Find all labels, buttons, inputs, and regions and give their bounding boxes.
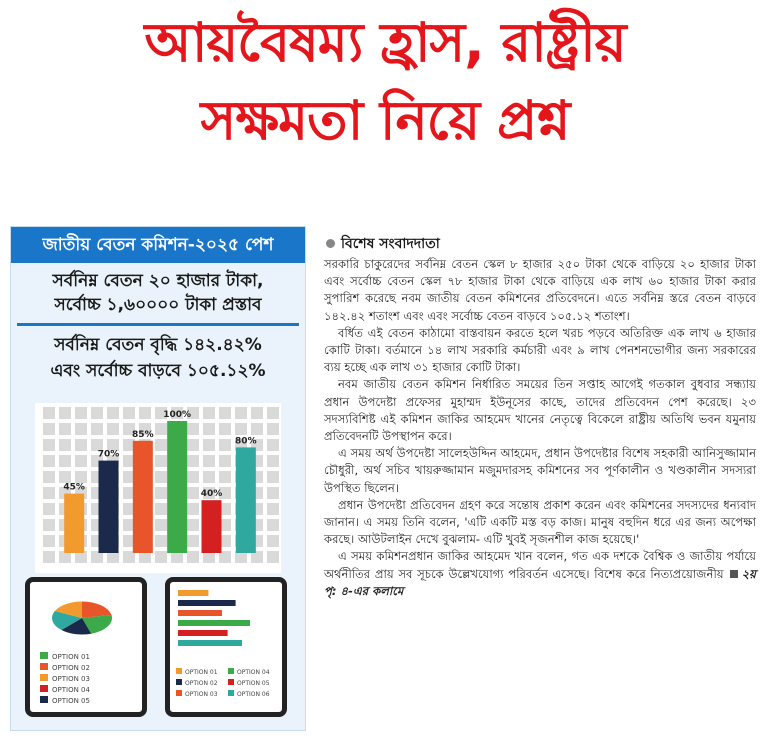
continued-note: ২য় পৃ: ৪-এর কলামে xyxy=(324,566,756,598)
grid-cell xyxy=(267,519,279,531)
legend-swatch xyxy=(176,668,182,674)
sidebar-stat-line-1: সর্বনিম্ন বেতন বৃদ্ধি ১৪২.৪২% xyxy=(54,335,262,355)
article-paragraph-6 xyxy=(324,548,756,600)
legend-swatch xyxy=(40,652,48,659)
sidebar-subtitle-line-1: সর্বনিম্ন বেতন ২০ হাজার টাকা, xyxy=(52,271,264,291)
bar-data-label: 40% xyxy=(200,489,223,500)
grid-cell xyxy=(187,519,199,531)
hbar-legend-label: OPTION 05 xyxy=(237,680,270,687)
grid-cell xyxy=(187,503,199,515)
legend-swatch xyxy=(40,685,48,692)
grid-cell xyxy=(267,551,279,563)
legend-swatch xyxy=(176,690,182,696)
grid-cell xyxy=(43,503,55,515)
hbar xyxy=(178,630,228,636)
grid-cell xyxy=(219,423,231,435)
byline xyxy=(326,232,440,256)
grid-cell xyxy=(251,423,263,435)
grid-cell xyxy=(219,455,231,467)
grid-cell xyxy=(155,551,167,563)
article-paragraph-2: বর্ধিত এই বেতন কাঠামো বাস্তবায়ন করতে হলে খরচ পড়বে অতিরিক্ত এক লাখ ৬ হাজার কোটি টাকা। বর্তমানে ১৪ লাখ সরকারি কর্মচারী এবং ৯ লাখ পেনশনভোগীর জন্য সরকারের ব্যয় হচ্ছে এক লাখ ৩১ হাজার কোটি টাকা। xyxy=(324,325,756,375)
grid-cell xyxy=(203,439,215,451)
pie-legend-label: OPTION 01 xyxy=(52,653,90,661)
grid-cell xyxy=(187,423,199,435)
grid-cell xyxy=(75,471,87,483)
grid-cell xyxy=(187,439,199,451)
hbar-chart-panel xyxy=(165,577,287,717)
legend-swatch xyxy=(176,679,182,685)
legend-swatch xyxy=(40,674,48,681)
article-paragraph-1: সরকারি চাকুরেদের সর্বনিম্ন বেতন স্কেল ৮ হাজার ২৫০ টাকা থেকে বাড়িয়ে ২০ হাজার টাকা এবং সর্বোচ্চ বেতন স্কেল ৭৮ হাজার টাকা থেকে বাড়িয়ে এক লাখ ৬০ হাজার টাকা করার সুপারিশ করেছে নবম জাতীয় বেতন কমিশনের প্রতিবেদনে। এতে সর্বনিম্ন স্তরে বেতন বাড়বে ১৪২.৪২ শতাংশ এবং এবং সর্বোচ্চ বেতন বাড়বে ১০৫.১২ শতাংশ। xyxy=(324,257,756,323)
article-paragraph-4: এ সময় অর্থ উপদেষ্টা সালেহউদ্দিন আহমেদ, প্রধান উপদেষ্টার বিশেষ সহকারী আনিসুজ্জামান চৌধুরী, অর্থ সচিব খায়রুজ্জামান মজুমদারসহ কমিশনের সব পূর্ণকালীন ও খণ্ডকালীন সদস্যরা উপস্থিত ছিলেন। xyxy=(324,446,756,495)
grid-cell xyxy=(75,423,87,435)
grid-cell xyxy=(75,439,87,451)
hbar-legend-label: OPTION 03 xyxy=(185,691,218,698)
sidebar-subtitle xyxy=(17,263,299,326)
hbar-chart-svg xyxy=(170,582,282,712)
hbar-legend-label: OPTION 01 xyxy=(185,669,218,676)
grid-cell xyxy=(43,423,55,435)
grid-cell xyxy=(155,487,167,499)
bar-data-label: 85% xyxy=(132,429,154,440)
grid-cell xyxy=(155,439,167,451)
sidebar-stat-line-2: এবং সর্বোচ্চ বাড়বে ১০৫.১২% xyxy=(50,361,266,381)
pie-legend-label: OPTION 03 xyxy=(52,675,90,683)
grid-cell xyxy=(155,503,167,515)
grid-cell xyxy=(75,407,87,419)
grid-cell xyxy=(155,423,167,435)
pie-legend-label: OPTION 02 xyxy=(52,664,90,672)
bar-chart-svg xyxy=(35,403,281,573)
grid-cell xyxy=(235,423,247,435)
grid-cell xyxy=(267,487,279,499)
sidebar-subtitle-line-2: সর্বোচ্চ ১,৬০০০০ টাকা প্রস্তাব xyxy=(54,295,262,315)
grid-cell xyxy=(155,535,167,547)
grid-cell xyxy=(107,423,119,435)
hbar-legend-label: OPTION 06 xyxy=(237,691,270,698)
grid-cell xyxy=(155,519,167,531)
grid-cell xyxy=(267,423,279,435)
grid-cell xyxy=(187,535,199,547)
grid-cell xyxy=(155,471,167,483)
headline xyxy=(0,4,770,160)
bar-data-label: 45% xyxy=(63,482,85,493)
hbar xyxy=(178,590,208,596)
grid-cell xyxy=(203,471,215,483)
legend-swatch xyxy=(228,668,234,674)
legend-swatch xyxy=(40,663,48,670)
pie-chart-panel xyxy=(25,577,147,717)
article-paragraph-5: প্রধান উপদেষ্টা প্রতিবেদন গ্রহণ করে সন্তোষ প্রকাশ করেন এবং কমিশনের সদস্যদের ধন্যবাদ জানান। এ সময় তিনি বলেন, 'এটি একটি মস্ত বড় কাজ। মানুষ বহুদিন ধরে এর জন্য অপেক্ষা করছে। আউটলাইন দেখে বুঝলাম- এটি খুবই সৃজনশীল কাজ হয়েছে।' xyxy=(324,497,756,547)
grid-cell xyxy=(267,407,279,419)
grid-cell xyxy=(267,535,279,547)
grid-cell xyxy=(219,471,231,483)
grid-cell xyxy=(235,407,247,419)
grid-cell xyxy=(59,439,71,451)
article-body xyxy=(324,256,756,600)
pie-legend-label: OPTION 05 xyxy=(52,697,90,705)
byline-text: বিশেষ সংবাদদাতা xyxy=(341,236,440,252)
bar xyxy=(64,494,84,553)
hbar-legend-label: OPTION 02 xyxy=(185,680,218,687)
grid-cell xyxy=(43,519,55,531)
grid-cell xyxy=(219,407,231,419)
article-paragraph-6-text: এ সময় কমিশনপ্রধান জাকির আহমেদ খান বলেন, গত এক দশকে বৈশ্বিক ও জাতীয় পর্যায়ে অর্থনীতির প্রায় সব সূচকে উল্লেখযোগ্য পরিবর্তন এসেছে। বিশেষ করে নিত্যপ্রয়োজনীয় xyxy=(324,549,756,581)
grid-cell xyxy=(91,407,103,419)
bar xyxy=(133,441,153,553)
grid-cell xyxy=(123,407,135,419)
grid-cell xyxy=(267,439,279,451)
hbar xyxy=(178,620,250,626)
bar xyxy=(167,421,187,553)
grid-cell xyxy=(91,423,103,435)
grid-cell xyxy=(59,455,71,467)
bar xyxy=(236,447,256,553)
pie-legend-label: OPTION 04 xyxy=(52,686,90,694)
headline-line-2: সক্ষমতা নিয়ে প্রশ্ন xyxy=(200,89,570,152)
square-bullet-icon xyxy=(730,570,738,578)
grid-cell xyxy=(43,471,55,483)
grid-cell xyxy=(43,407,55,419)
article-paragraph-3: নবম জাতীয় বেতন কমিশন নির্ধারিত সময়ের তিন সপ্তাহ আগেই গতকাল বুধবার সন্ধ্যায় প্রধান উপদেষ্টা প্রফেসর মুহাম্মদ ইউনূসের কাছে, তাদের প্রতিবেদন পেশ করেছে। ২৩ সদস্যবিশিষ্ট এই কমিশন জাকির আহমেদ খানের নেতৃত্বে বিকেলে রাষ্ট্রীয় অতিথি ভবন যমুনায় প্রতিবেদনটি উপস্থাপন করে। xyxy=(324,377,756,444)
hbar xyxy=(178,640,242,646)
bar-data-label: 80% xyxy=(235,436,257,447)
legend-swatch xyxy=(228,690,234,696)
pie-chart-svg xyxy=(30,582,142,712)
grid-cell xyxy=(75,455,87,467)
grid-cell xyxy=(43,439,55,451)
grid-cell xyxy=(43,535,55,547)
grid-cell xyxy=(267,503,279,515)
hbar xyxy=(178,610,222,616)
hbar-legend-label: OPTION 04 xyxy=(237,669,270,676)
grid-cell xyxy=(43,455,55,467)
headline-line-1: আয়বৈষম্য হ্রাস, রাষ্ট্রীয় xyxy=(144,11,626,74)
grid-cell xyxy=(203,455,215,467)
legend-swatch xyxy=(228,679,234,685)
grid-cell xyxy=(59,471,71,483)
bullet-dot-icon xyxy=(326,239,335,248)
grid-cell xyxy=(219,439,231,451)
grid-cell xyxy=(59,423,71,435)
grid-cell xyxy=(187,455,199,467)
grid-cell xyxy=(203,423,215,435)
bar xyxy=(202,500,222,553)
grid-cell xyxy=(267,471,279,483)
grid-cell xyxy=(187,551,199,563)
grid-cell xyxy=(187,471,199,483)
infographic-sidebar xyxy=(10,226,306,731)
hbar xyxy=(178,600,236,606)
bar-chart-illustration xyxy=(35,403,281,573)
sidebar-stat xyxy=(11,326,305,390)
bar-data-label: 100% xyxy=(163,410,192,420)
bar-data-label: 70% xyxy=(97,449,120,460)
legend-swatch xyxy=(40,696,48,703)
bar xyxy=(99,461,119,553)
grid-cell xyxy=(251,407,263,419)
grid-cell xyxy=(43,487,55,499)
grid-cell xyxy=(43,551,55,563)
grid-cell xyxy=(267,455,279,467)
grid-cell xyxy=(187,487,199,499)
sidebar-title: জাতীয় বেতন কমিশন-২০২৫ পেশ xyxy=(11,227,305,263)
grid-cell xyxy=(139,407,151,419)
grid-cell xyxy=(203,407,215,419)
grid-cell xyxy=(59,407,71,419)
grid-cell xyxy=(107,407,119,419)
grid-cell xyxy=(155,455,167,467)
